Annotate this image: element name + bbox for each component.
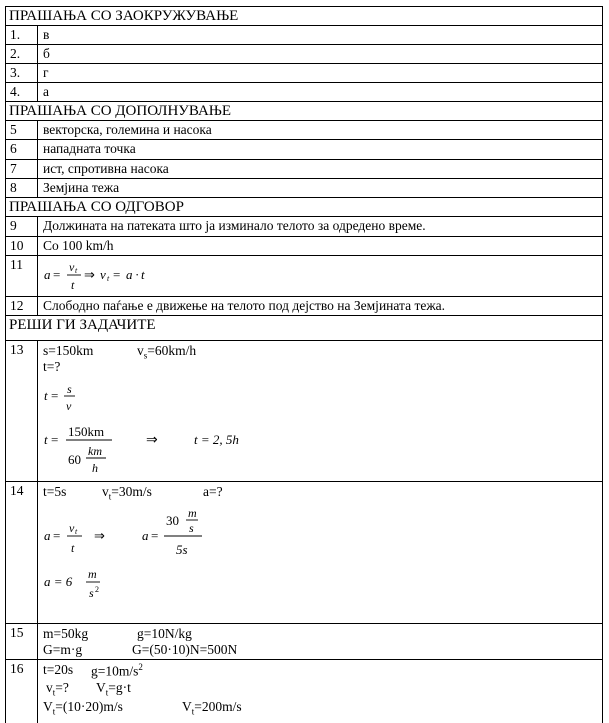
- answer-text: ист, спротивна насока: [43, 161, 169, 176]
- answer-text: б: [43, 46, 50, 61]
- svg-text:m: m: [88, 567, 97, 581]
- formula-acceleration-result: [42, 566, 142, 606]
- svg-text:·: ·: [135, 267, 140, 282]
- task-number: 14: [6, 482, 38, 623]
- question-number: 2.: [6, 45, 38, 63]
- section-title: ПРАШАЊА СО ОДГОВОР: [9, 199, 184, 215]
- table-row: [5, 64, 603, 83]
- find-velocity: $v_t=$?: [46, 680, 69, 698]
- svg-text:⇒: ⇒: [146, 433, 158, 448]
- svg-text:t: t: [44, 432, 48, 447]
- svg-text:=: =: [151, 528, 159, 543]
- given-gravity: $g=10m/s^2$: [91, 662, 143, 679]
- question-number: 11: [6, 256, 38, 296]
- find-acceleration: a=?: [203, 484, 223, 499]
- velocity-formula: $V_t=g\cdot t$: [96, 680, 131, 698]
- question-number: 9: [6, 217, 38, 236]
- svg-text:a: a: [44, 267, 51, 282]
- svg-text:=: =: [51, 432, 59, 447]
- question-number: 7: [6, 160, 38, 178]
- svg-text:t: t: [71, 278, 75, 292]
- cropped-top-text: [7, 0, 607, 4]
- formula-time-calculation: [42, 421, 262, 481]
- given-speed: $v_t=30m/s$: [102, 484, 152, 502]
- question-number: 5: [6, 121, 38, 139]
- table-row: [5, 45, 603, 64]
- answer-text: Земјина тежа: [43, 180, 120, 195]
- task-number: 13: [6, 341, 38, 481]
- task-row: [5, 482, 603, 624]
- svg-text:30: 30: [166, 513, 179, 528]
- svg-text:v: v: [100, 267, 106, 282]
- formula-acceleration-calculation: [42, 506, 242, 566]
- svg-text:⇒: ⇒: [94, 528, 105, 543]
- task-row: [5, 624, 603, 660]
- answer-text: Со 100 km/h: [43, 238, 114, 253]
- svg-text:a: a: [44, 528, 51, 543]
- svg-text:h: h: [92, 461, 98, 475]
- task-number: 16: [6, 660, 38, 723]
- table-row: [5, 83, 603, 102]
- weight-formula: G=m·g: [43, 642, 83, 657]
- svg-text:s: s: [89, 586, 94, 600]
- given-time: t=5s: [43, 484, 67, 499]
- svg-text:a: a: [126, 267, 133, 282]
- table-row: [5, 256, 603, 297]
- velocity-calculation: $V_t=(10\cdot 20)m/s$: [43, 699, 123, 717]
- svg-text:m: m: [188, 506, 197, 520]
- svg-text:=: =: [53, 267, 61, 282]
- svg-text:v: v: [69, 521, 75, 535]
- section-header-circle: [5, 6, 603, 26]
- svg-text:v: v: [66, 399, 72, 413]
- svg-text:v: v: [69, 260, 75, 274]
- given-gravity: g=10N/kg: [137, 626, 192, 641]
- question-number: 8: [6, 179, 38, 197]
- table-row: [5, 237, 603, 256]
- velocity-result: $V_t=200m/s$: [182, 699, 242, 717]
- table-row: [5, 297, 603, 316]
- answer-text: векторска, големина и насока: [43, 122, 212, 137]
- svg-text:t: t: [44, 388, 48, 403]
- svg-text:2: 2: [95, 585, 99, 594]
- task-number: 15: [6, 624, 38, 659]
- svg-text:t: t: [107, 274, 110, 283]
- task-row: [5, 660, 603, 723]
- table-row: [5, 140, 603, 160]
- svg-text:t: t: [141, 267, 145, 282]
- section-header-tasks: [5, 316, 603, 341]
- svg-text:t = 2, 5h: t = 2, 5h: [194, 432, 239, 447]
- answer-text: в: [43, 27, 50, 42]
- weight-result: G=(50·10)N=500N: [132, 642, 238, 657]
- answer-sheet: [5, 0, 605, 723]
- answer-text: Слободно паѓање е движење на телото под дејство на Земјината тежа.: [43, 298, 446, 313]
- svg-text:=: =: [53, 528, 61, 543]
- svg-text:⇒: ⇒: [84, 267, 95, 282]
- table-row: [5, 121, 603, 140]
- question-number: 10: [6, 237, 38, 255]
- question-number: 12: [6, 297, 38, 315]
- svg-text:t: t: [75, 266, 78, 275]
- svg-text:s: s: [67, 382, 72, 396]
- svg-text:5s: 5s: [176, 542, 188, 557]
- section-title: ПРАШАЊА СО ДОПОЛНУВАЊЕ: [9, 103, 232, 119]
- svg-text:=: =: [51, 388, 59, 403]
- question-number: 3.: [6, 64, 38, 82]
- answer-text: нападната точка: [43, 141, 136, 156]
- formula-acceleration: [42, 258, 182, 294]
- given-speed: $v_s=60km/h$: [137, 343, 197, 361]
- answer-text: г: [43, 65, 49, 80]
- svg-text:a = 6: a = 6: [44, 574, 73, 589]
- task-row: [5, 341, 603, 482]
- answer-text: а: [43, 84, 49, 99]
- answer-text: Должината на патеката што ја изминало телото за одредено време.: [43, 218, 426, 233]
- given-distance: s=150km: [43, 343, 94, 358]
- table-row: [5, 179, 603, 198]
- table-row: [5, 26, 603, 45]
- formula-t-equals-s-over-v: [42, 381, 92, 417]
- svg-text:km: km: [88, 444, 102, 458]
- question-number: 1.: [6, 26, 38, 44]
- svg-text:a: a: [142, 528, 149, 543]
- svg-text:=: =: [113, 267, 121, 282]
- given-mass: m=50kg: [43, 626, 89, 641]
- svg-text:t: t: [71, 541, 75, 555]
- svg-text:t: t: [75, 527, 78, 536]
- section-title: ПРАШАЊА СО ЗАОКРУЖУВАЊЕ: [9, 8, 239, 24]
- find-time: t=?: [43, 359, 61, 374]
- table-row: [5, 160, 603, 179]
- table-row: [5, 217, 603, 237]
- section-title: РЕШИ ГИ ЗАДАЧИТЕ: [9, 317, 156, 333]
- section-header-answer: [5, 198, 603, 217]
- question-number: 6: [6, 140, 38, 159]
- svg-text:150km: 150km: [68, 424, 105, 439]
- given-time: t=20s: [43, 662, 74, 677]
- question-number: 4.: [6, 83, 38, 101]
- svg-text:60: 60: [68, 452, 81, 467]
- section-header-fill: [5, 102, 603, 121]
- svg-text:s: s: [189, 521, 194, 535]
